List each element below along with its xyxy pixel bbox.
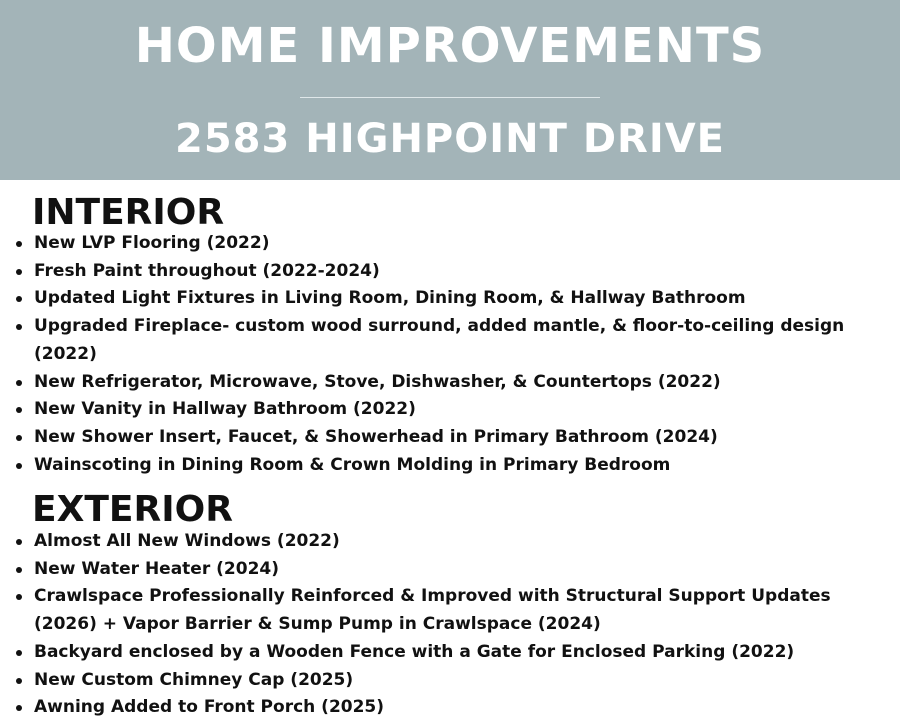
bullet-icon xyxy=(16,296,22,302)
page-title: HOME IMPROVEMENTS xyxy=(134,18,766,74)
page-subtitle: 2583 HIGHPOINT DRIVE xyxy=(175,116,725,162)
list-item xyxy=(0,528,880,556)
header-divider xyxy=(300,97,600,98)
list-item-text: Awning Added to Front Porch (2025) xyxy=(34,697,385,718)
bullet-icon xyxy=(16,650,22,656)
list-item xyxy=(0,230,880,258)
list-item xyxy=(0,639,880,667)
bullet-icon xyxy=(16,380,22,386)
header-banner xyxy=(0,0,900,180)
list-item-text: Upgraded Fireplace- custom wood surround, added mantle, & floor-to-ceiling design (2022) xyxy=(34,316,845,364)
list-item-text: Backyard enclosed by a Wooden Fence with a Gate for Enclosed Parking (2022) xyxy=(34,641,795,662)
bullet-icon xyxy=(16,241,22,247)
list-item xyxy=(0,583,880,638)
bullet-icon xyxy=(16,324,22,330)
exterior-heading: EXTERIOR xyxy=(32,489,233,530)
list-item-text: Crawlspace Professionally Reinforced & Improved with Structural Support Updates (2026) + Vapor Barrier & Sump Pump in Crawlspace (2024) xyxy=(34,586,831,635)
list-item-text: Updated Light Fixtures in Living Room, Dining Room, & Hallway Bathroom xyxy=(34,288,746,309)
list-item-text: Fresh Paint throughout (2022-2024) xyxy=(34,260,380,281)
list-item-text: New Vanity in Hallway Bathroom (2022) xyxy=(34,399,416,420)
list-item xyxy=(0,694,880,722)
list-item xyxy=(0,452,880,480)
list-item-text: Wainscoting in Dining Room & Crown Molding in Primary Bedroom xyxy=(34,454,671,475)
bullet-icon xyxy=(16,567,22,573)
list-item xyxy=(0,556,880,584)
list-item-text: New Shower Insert, Faucet, & Showerhead in Primary Bathroom (2024) xyxy=(34,426,718,447)
list-item xyxy=(0,667,880,695)
bullet-icon xyxy=(16,463,22,469)
list-item xyxy=(0,396,880,424)
bullet-icon xyxy=(16,678,22,684)
bullet-icon xyxy=(16,407,22,413)
interior-heading: INTERIOR xyxy=(32,192,225,233)
list-item xyxy=(0,313,880,368)
list-item-text: New Custom Chimney Cap (2025) xyxy=(34,669,354,690)
bullet-icon xyxy=(16,435,22,441)
bullet-icon xyxy=(16,269,22,275)
list-item-text: New Water Heater (2024) xyxy=(34,558,279,579)
bullet-icon xyxy=(16,539,22,545)
list-item xyxy=(0,285,880,313)
list-item-text: New LVP Flooring (2022) xyxy=(34,233,270,253)
list-item-text: New Refrigerator, Microwave, Stove, Dishwasher, & Countertops (2022) xyxy=(34,371,721,392)
bullet-icon xyxy=(16,594,22,600)
list-item xyxy=(0,424,880,452)
bullet-icon xyxy=(16,705,22,711)
exterior-list xyxy=(0,528,880,722)
list-item xyxy=(0,369,880,397)
interior-list xyxy=(0,230,880,479)
list-item-text: Almost All New Windows (2022) xyxy=(34,531,340,551)
list-item xyxy=(0,258,880,286)
